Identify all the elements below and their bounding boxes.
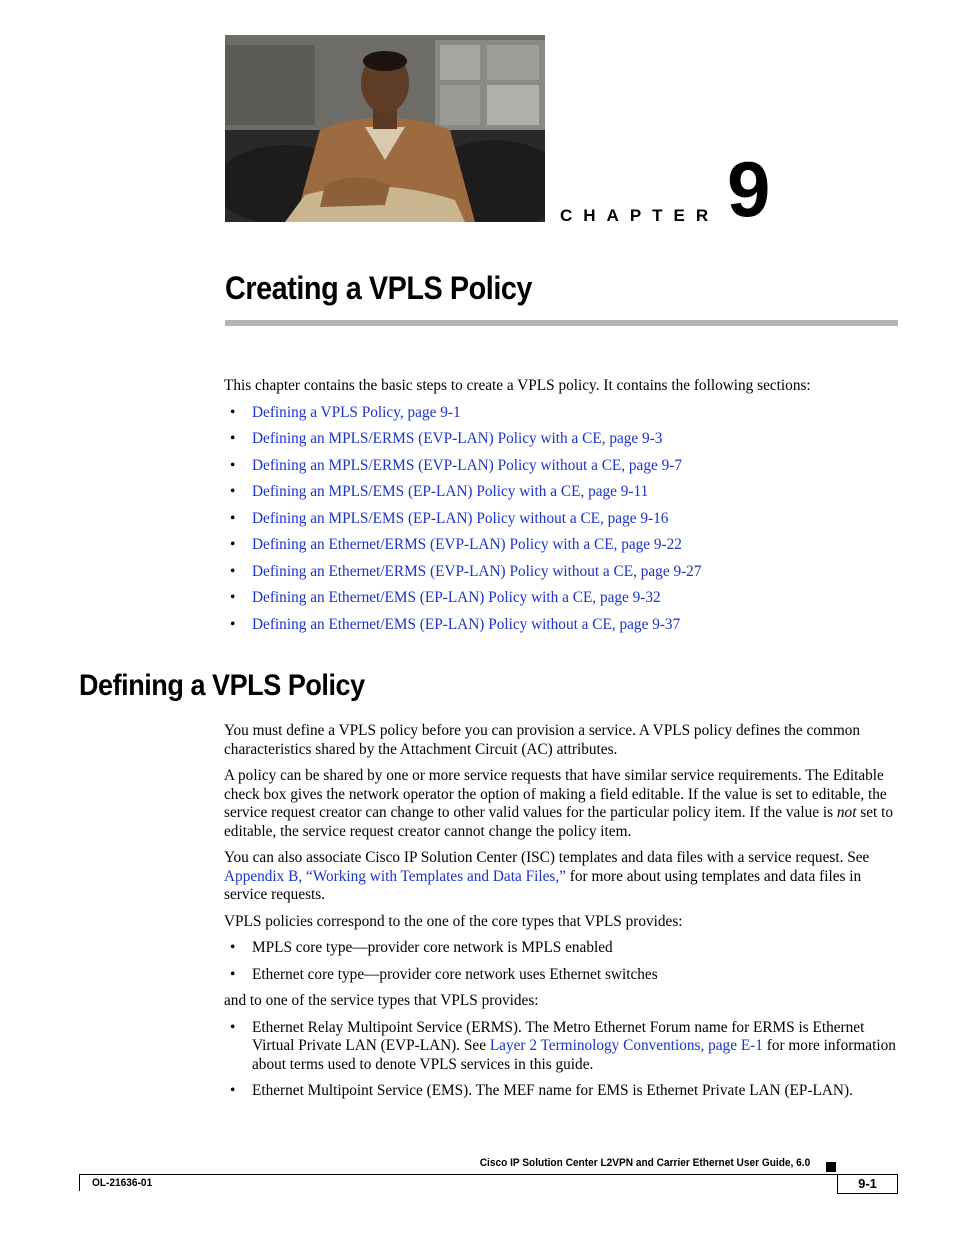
intro-text: This chapter contains the basic steps to create a VPLS policy. It contains the following sections: — [224, 377, 811, 394]
paragraph-2 — [224, 767, 898, 841]
paragraph-5: and to one of the service types that VPLS provides: — [224, 992, 539, 1009]
intro-section — [224, 377, 898, 642]
toc-link-vpls-policy[interactable]: Defining a VPLS Policy, page 9-1 — [252, 403, 461, 421]
toc-link-mpls-ems-no-ce[interactable]: Defining an MPLS/EMS (EP-LAN) Policy without a CE, page 9-16 — [252, 509, 669, 527]
list-item: • Ethernet core type—provider core network uses Ethernet switches — [224, 966, 898, 985]
svc1-text-b: for more information about terms used to denote VPLS services in this guide. — [252, 1037, 896, 1073]
svc1-text-a: Ethernet Relay Multipoint Service (ERMS). The Metro Ethernet Forum name for ERMS is Ethernet Virtual Private LAN (EVP-LAN). See — [252, 1018, 865, 1054]
toc-item — [224, 616, 898, 643]
list-item — [224, 1019, 898, 1075]
paragraph-3-text-a: You can also associate Cisco IP Solution Center (ISC) templates and data files with a service request. See — [224, 849, 870, 866]
title-rule — [225, 320, 898, 326]
toc-link-eth-erms-no-ce[interactable]: Defining an Ethernet/ERMS (EVP-LAN) Policy without a CE, page 9-27 — [252, 562, 702, 580]
toc-link-eth-ems-ce[interactable]: Defining an Ethernet/EMS (EP-LAN) Policy with a CE, page 9-32 — [252, 589, 661, 606]
toc-item — [224, 536, 898, 563]
toc-link-mpls-erms-no-ce[interactable]: Defining an MPLS/ERMS (EVP-LAN) Policy without a CE, page 9-7 — [252, 456, 682, 474]
section-title: Defining a VPLS Policy — [79, 669, 365, 702]
chapter-number: 9 — [727, 145, 771, 233]
chapter-label: CHAPTER — [560, 206, 720, 225]
core-types-list — [224, 939, 898, 984]
toc-item — [224, 430, 898, 457]
list-item: • MPLS core type—provider core network is MPLS enabled — [224, 939, 898, 958]
section-body — [224, 722, 898, 1109]
doc-id: OL-21636-01 — [92, 1177, 153, 1189]
paragraph-4: VPLS policies correspond to the one of the core types that VPLS provides: — [224, 912, 683, 930]
toc-list — [224, 404, 898, 643]
toc-link-mpls-ems-ce[interactable]: Defining an MPLS/EMS (EP-LAN) Policy with a CE, page 9-11 — [252, 483, 649, 500]
list-item: • Ethernet Multipoint Service (EMS). The MEF name for EMS is Ethernet Private LAN (EP-LAN). — [224, 1082, 898, 1101]
terminology-link[interactable]: Layer 2 Terminology Conventions, page E-1 — [489, 1037, 763, 1054]
footer-tick — [79, 1174, 80, 1191]
paragraph-2-text-b: set to editable, the service request creator cannot change the policy item. — [224, 804, 893, 840]
toc-link-eth-ems-no-ce[interactable]: Defining an Ethernet/EMS (EP-LAN) Policy without a CE, page 9-37 — [252, 615, 681, 633]
footer-marker — [826, 1162, 836, 1172]
paragraph-3-text-b: for more about using templates and data files in service requests. — [224, 867, 862, 903]
appendix-b-link[interactable]: Appendix B, “Working with Templates and Data Files,” — [224, 867, 566, 885]
toc-item — [224, 510, 898, 537]
page-number: 9-1 — [837, 1174, 898, 1194]
toc-link-mpls-erms-ce[interactable]: Defining an MPLS/ERMS (EVP-LAN) Policy with a CE, page 9-3 — [252, 430, 663, 447]
toc-link-eth-erms-ce[interactable]: Defining an Ethernet/ERMS (EVP-LAN) Policy with a CE, page 9-22 — [252, 536, 682, 553]
footer-rule — [79, 1174, 898, 1175]
toc-item — [224, 589, 898, 616]
paragraph-3 — [224, 849, 898, 905]
chapter-photo — [225, 35, 545, 222]
footer-guide-title: Cisco IP Solution Center L2VPN and Carrier Ethernet User Guide, 6.0 — [479, 1157, 810, 1169]
service-types-list — [224, 1019, 898, 1101]
paragraph-2-text-a: A policy can be shared by one or more service requests that have similar service requirements. The Editable check box gives the network operator the option of making a field editable. If the value is set to editable, the service request creator can change to other valid values for the particular policy item. If the value is — [224, 767, 887, 821]
paragraph-1: You must define a VPLS policy before you can provision a service. A VPLS policy defines the common characteristics shared by the Attachment Circuit (AC) attributes. — [224, 722, 861, 758]
toc-item — [224, 457, 898, 484]
toc-item — [224, 404, 898, 431]
paragraph-2-emphasis: not — [836, 804, 857, 821]
toc-item — [224, 483, 898, 510]
chapter-title: Creating a VPLS Policy — [225, 270, 532, 306]
toc-item — [224, 563, 898, 590]
